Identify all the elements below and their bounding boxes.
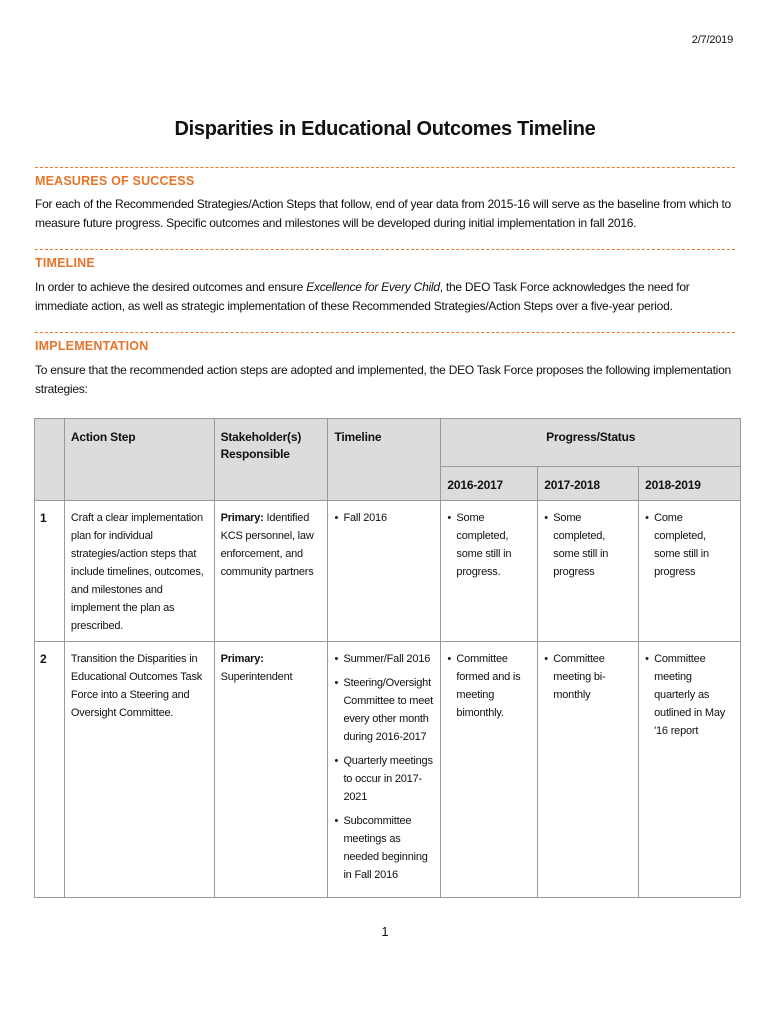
section-divider [35,167,735,168]
timeline-cell [328,642,441,898]
progress-cell [538,501,639,642]
document-title: Disparities in Educational Outcomes Timeline [174,118,596,140]
stakeholder-header: Stakeholder(s) Responsible [214,419,328,501]
document-date: 2/7/2019 [691,34,733,46]
table-row [35,642,741,898]
measures-heading: MEASURES OF SUCCESS [35,174,195,188]
list-item: • Come completed, some still in progress [645,509,734,581]
excellence-emphasis: Excellence for Every Child [306,280,440,294]
progress-cell [639,501,741,642]
year-header: 2017-2018 [538,467,639,501]
list-item: • Fall 2016 [334,509,434,527]
implementation-heading: IMPLEMENTATION [35,339,149,353]
stakeholder-cell: Primary: Identified KCS personnel, law enforcement, and community partners [214,501,328,642]
list-item: • Some completed, some still in progress. [447,509,531,581]
list-item: • Quarterly meetings to occur in 2017-2021 [334,752,434,806]
table-header-row [35,419,741,467]
page-number: 1 [381,924,389,939]
progress-cell [441,642,538,898]
section-divider [35,332,735,333]
timeline-header: Timeline [328,419,441,501]
list-item: • Steering/Oversight Committee to meet every other month during 2016-2017 [334,674,434,746]
stakeholder-cell: Primary: Superintendent [214,642,328,898]
progress-cell [538,642,639,898]
number-header [35,419,65,501]
list-item: • Committee formed and is meeting bimonthly. [447,650,531,722]
action-step-cell: Transition the Disparities in Educational Outcomes Task Force into a Steering and Oversight Committee. [64,642,214,898]
timeline-heading: TIMELINE [35,256,95,270]
list-item: • Committee meeting quarterly as outlined in May '16 report [645,650,734,740]
section-divider [35,249,735,250]
progress-status-header: Progress/Status [441,419,741,467]
measures-text: For each of the Recommended Strategies/Action Steps that follow, end of year data from 2015-16 will serve as the baseline from which to measure future progress. Specific outcomes and milestones will be developed during initial implementation in fall 2016. [35,197,731,230]
action-step-cell: Craft a clear implementation plan for individual strategies/action steps that include timelines, outcomes, and milestones and implement the plan as prescribed. [64,501,214,642]
implementation-table [34,418,741,898]
progress-cell [639,642,741,898]
list-item: • Committee meeting bi-monthly [544,650,632,704]
progress-cell [441,501,538,642]
action-step-header: Action Step [64,419,214,501]
table-row [35,501,741,642]
list-item: • Some completed, some still in progress [544,509,632,581]
implementation-text: To ensure that the recommended action steps are adopted and implemented, the DEO Task Force proposes the following implementation strategies: [35,363,731,396]
row-number: 2 [35,642,65,898]
list-item: • Subcommittee meetings as needed beginning in Fall 2016 [334,812,434,884]
row-number: 1 [35,501,65,642]
year-header: 2018-2019 [639,467,741,501]
list-item: • Summer/Fall 2016 [334,650,434,668]
year-header: 2016-2017 [441,467,538,501]
timeline-cell [328,501,441,642]
timeline-text: In order to achieve the desired outcomes and ensure Excellence for Every Child, the DEO Task Force acknowledges the need for immediate action, as well as strategic implementation of these Recommended Strategies/Action Steps over a five-year period. [35,280,690,313]
